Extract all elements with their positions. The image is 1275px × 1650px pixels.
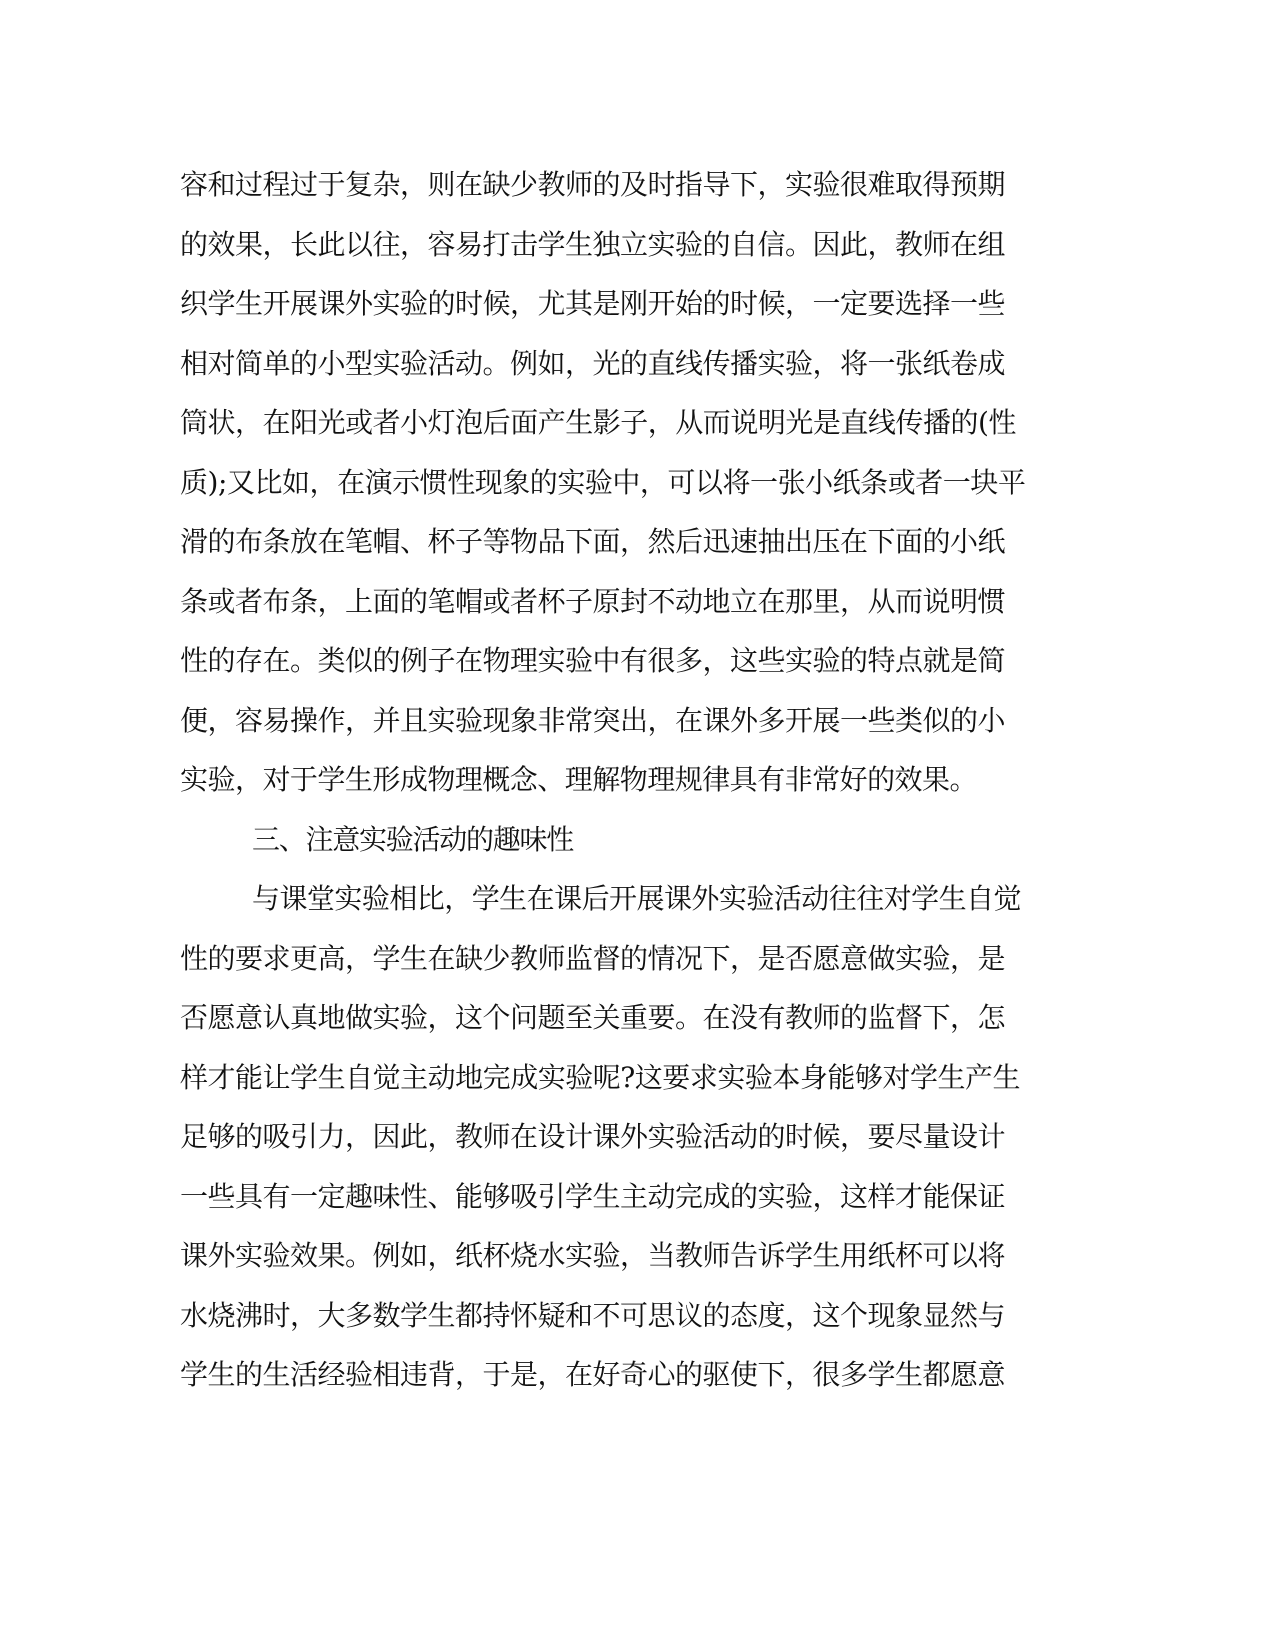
- text-line: 相对简单的小型实验活动。例如，光的直线传播实验，将一张纸卷成: [180, 346, 1006, 380]
- text-line: 课外实验效果。例如，纸杯烧水实验，当教师告诉学生用纸杯可以将: [180, 1239, 1006, 1272]
- text-line: 便，容易操作，并且实验现象非常突出，在课外多开展一些类似的小: [180, 703, 1006, 737]
- text-line: 筒状，在阳光或者小灯泡后面产生影子，从而说明光是直线传播的(性: [180, 406, 1016, 439]
- text-line: 水烧沸时，大多数学生都持怀疑和不可思议的态度，这个现象显然与: [180, 1298, 1006, 1332]
- text-line: 样才能让学生自觉主动地完成实验呢?这要求实验本身能够对学生产生: [180, 1060, 1021, 1094]
- body-text: [180, 155, 1040, 1405]
- text-line: 质);又比如，在演示惯性现象的实验中，可以将一张小纸条或者一块平: [180, 465, 1026, 499]
- text-line: 滑的布条放在笔帽、杯子等物品下面，然后迅速抽出压在下面的小纸: [180, 525, 1006, 558]
- text-line: 否愿意认真地做实验，这个问题至关重要。在没有教师的监督下，怎: [180, 1001, 1006, 1034]
- text-line: 容和过程过于复杂，则在缺少教师的及时指导下，实验很难取得预期: [180, 168, 1006, 201]
- text-line: 性的要求更高，学生在缺少教师监督的情况下，是否愿意做实验，是: [180, 941, 1006, 975]
- section-heading: 三、注意实验活动的趣味性: [252, 822, 574, 856]
- text-line: 实验，对于学生形成物理概念、理解物理规律具有非常好的效果。: [180, 763, 978, 796]
- text-line: 条或者布条，上面的笔帽或者杯子原封不动地立在那里，从而说明惯: [180, 584, 1006, 618]
- text-line: 的效果，长此以往，容易打击学生独立实验的自信。因此，教师在组: [180, 227, 1006, 261]
- text-line: 一些具有一定趣味性、能够吸引学生主动完成的实验，这样才能保证: [180, 1179, 1006, 1213]
- text-line: 足够的吸引力，因此，教师在设计课外实验活动的时候，要尽量设计: [180, 1120, 1006, 1153]
- text-line: 织学生开展课外实验的时候，尤其是刚开始的时候，一定要选择一些: [180, 287, 1006, 320]
- text-line: 学生的生活经验相违背，于是，在好奇心的驱使下，很多学生都愿意: [180, 1358, 1006, 1391]
- text-line: 性的存在。类似的例子在物理实验中有很多，这些实验的特点就是简: [180, 644, 1006, 677]
- text-line: 与课堂实验相比，学生在课后开展课外实验活动往往对学生自觉: [252, 882, 1022, 915]
